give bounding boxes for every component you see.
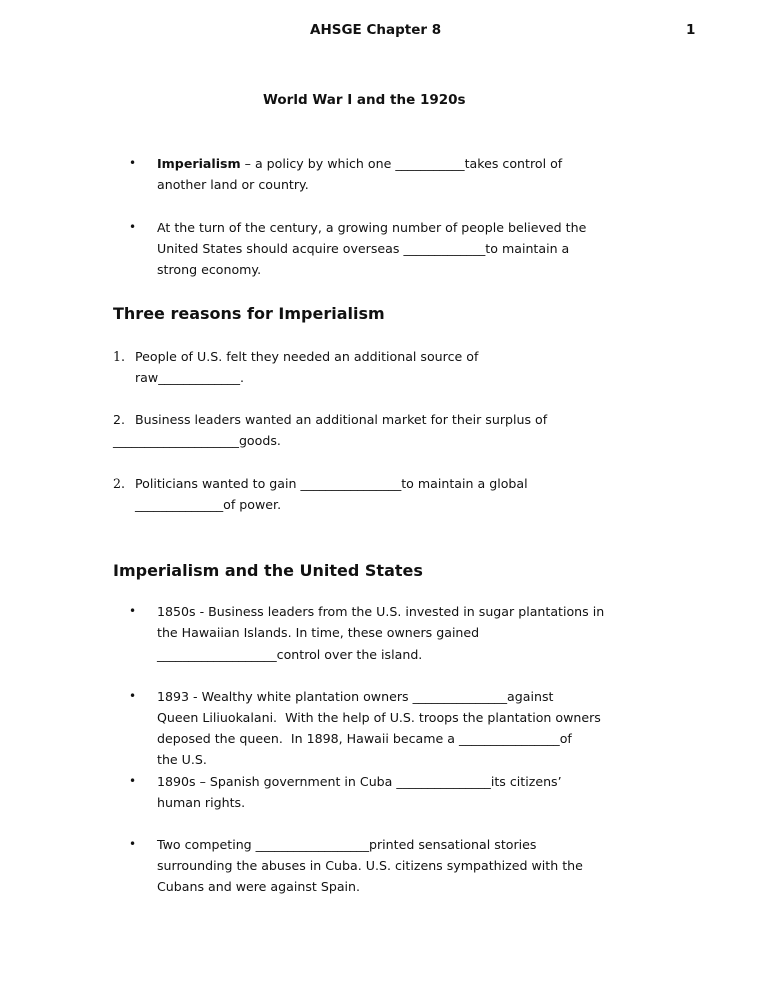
bullet-line: surrounding the abuses in Cuba. U.S. citizens sympathized with the	[157, 858, 583, 873]
reason-line: ____________________goods.	[113, 433, 281, 448]
bullet-icon: •	[129, 774, 137, 788]
bullet-line: Cubans and were against Spain.	[157, 879, 361, 894]
bullet-icon: •	[129, 837, 137, 851]
bullet-line: 1850s - Business leaders from the U.S. invested in sugar plantations in	[157, 604, 605, 619]
bullet-line: the U.S.	[157, 752, 207, 767]
definition-text: – a policy by which one ___________takes control of	[240, 156, 563, 171]
bullet-line: human rights.	[157, 795, 246, 810]
reason-line: People of U.S. felt they needed an additional source of	[135, 349, 479, 364]
reason-line: Business leaders wanted an additional market for their surplus of	[135, 412, 548, 427]
section-heading: Three reasons for Imperialism	[113, 304, 385, 323]
item-number: 2.	[113, 476, 126, 491]
bullet-icon: •	[129, 156, 137, 170]
bullet-line: ___________________control over the island.	[157, 647, 423, 662]
intro-line: another land or country.	[157, 177, 309, 192]
document-subtitle: World War I and the 1920s	[263, 92, 466, 108]
intro-line	[157, 156, 562, 172]
bullet-line: 1893 - Wealthy white plantation owners _______________against	[157, 689, 554, 704]
intro-line: At the turn of the century, a growing number of people believed the	[157, 220, 587, 235]
bullet-icon: •	[129, 220, 137, 234]
bullet-line: Two competing __________________printed sensational stories	[157, 837, 537, 852]
reason-line: ______________of power.	[135, 497, 282, 512]
bullet-line: deposed the queen. In 1898, Hawaii became a ________________of	[157, 731, 572, 746]
bullet-line: the Hawaiian Islands. In time, these owners gained	[157, 625, 480, 640]
term-imperialism: Imperialism	[157, 156, 241, 171]
document-title: AHSGE Chapter 8	[310, 22, 442, 38]
intro-line: United States should acquire overseas _____________to maintain a	[157, 241, 570, 256]
bullet-line: Queen Liliuokalani. With the help of U.S. troops the plantation owners	[157, 710, 601, 725]
reason-line: Politicians wanted to gain ________________to maintain a global	[135, 476, 528, 491]
reason-line: raw_____________.	[135, 370, 245, 385]
bullet-line: 1890s – Spanish government in Cuba _______________its citizens’	[157, 774, 562, 789]
bullet-icon: •	[129, 604, 137, 618]
item-number: 2.	[113, 412, 126, 427]
item-number: 1.	[113, 349, 126, 364]
section-heading: Imperialism and the United States	[113, 561, 423, 580]
page-number: 1	[686, 22, 696, 38]
bullet-icon: •	[129, 689, 137, 703]
intro-line: strong economy.	[157, 262, 262, 277]
